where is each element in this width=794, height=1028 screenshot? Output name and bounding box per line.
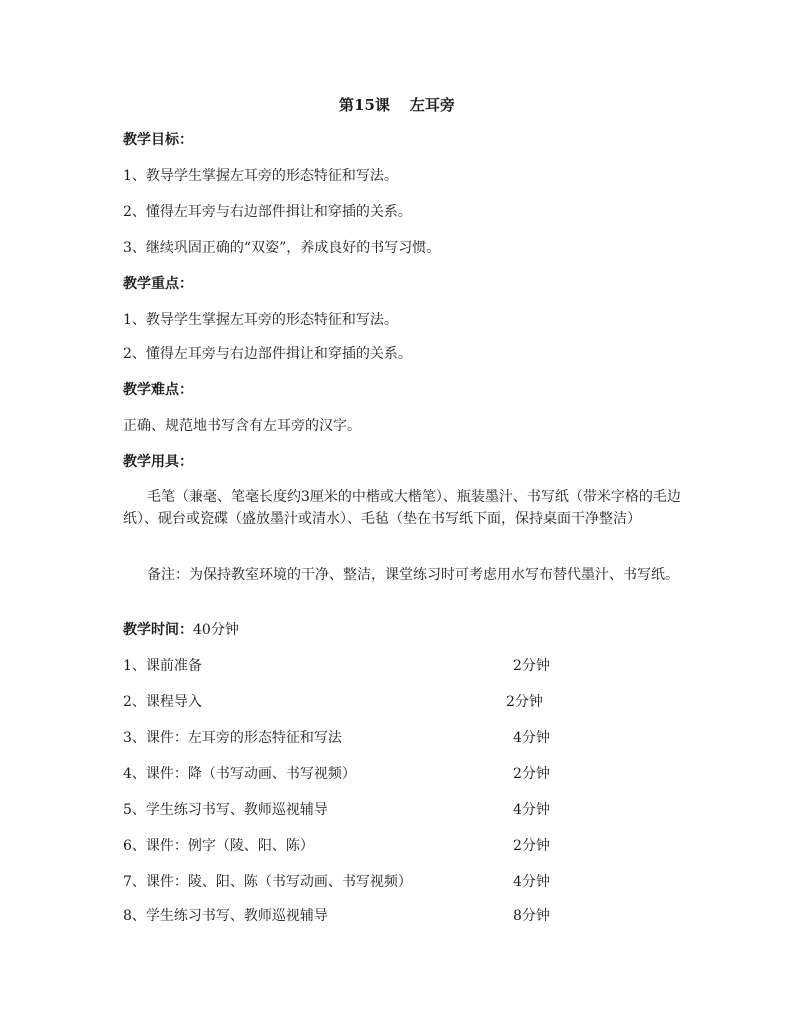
tools-note: 备注：为保持教室环境的干净、整洁，课堂练习时可考虑用水写布替代墨汁、书写纸。 [147,567,679,583]
goal-item-1: 1、教导学生掌握左耳旁的形态特征和写法。 [123,168,398,184]
schedule-row [123,906,603,926]
lesson-name: 左耳旁 [409,96,455,114]
schedule-row [123,836,603,856]
schedule-row [123,800,603,820]
schedule-item: 2、课程导入 [123,694,202,710]
schedule-duration: 8分钟 [513,908,550,924]
schedule-duration: 4分钟 [513,730,550,746]
schedule-item: 3、课件：左耳旁的形态特征和写法 [123,730,342,746]
schedule-row [123,872,603,892]
lesson-title [0,94,794,115]
schedule-item: 7、课件：陵、阳、陈（书写动画、书写视频） [123,874,412,890]
schedule-duration: 2分钟 [513,658,550,674]
tools-heading: 教学用具： [123,454,193,470]
schedule-item: 1、课前准备 [123,658,202,674]
tools-paragraph [123,486,703,530]
key-point-item-1: 1、教导学生掌握左耳旁的形态特征和写法。 [123,312,398,328]
schedule-item: 5、学生练习书写、教师巡视辅导 [123,802,328,818]
schedule-duration: 4分钟 [513,802,550,818]
difficulties-text: 正确、规范地书写含有左耳旁的汉字。 [123,418,361,434]
tools-text: 毛笔（兼毫、笔毫长度约3厘米的中楷或大楷笔）、瓶装墨汁、书写纸（带米字格的毛边纸）、砚台或瓷碟（盛放墨汁或清水）、毛毡（垫在书写纸下面，保持桌面干净整洁） [123,489,681,527]
schedule-row [123,656,603,676]
goals-heading: 教学目标： [123,132,193,148]
key-point-item-2: 2、懂得左耳旁与右边部件揖让和穿插的关系。 [123,346,412,362]
tools-note-paragraph [123,564,703,586]
schedule-item: 4、课件：降（书写动画、书写视频） [123,766,356,782]
time-heading: 教学时间： [123,622,193,638]
schedule-row [123,728,603,748]
time-line [123,620,239,640]
schedule-duration: 2分钟 [513,838,550,854]
schedule-duration: 2分钟 [513,766,550,782]
schedule-row [123,764,603,784]
schedule-row [123,692,603,712]
key-points-heading: 教学重点： [123,276,193,292]
goal-item-3: 3、继续巩固正确的“双姿”，养成良好的书写习惯。 [123,240,441,256]
goal-item-2: 2、懂得左耳旁与右边部件揖让和穿插的关系。 [123,204,412,220]
schedule-duration: 2分钟 [506,694,543,710]
lesson-number: 第15课 [339,96,390,114]
schedule-item: 6、课件：例字（陵、阳、陈） [123,838,314,854]
schedule-duration: 4分钟 [513,874,550,890]
time-total: 40分钟 [193,622,239,638]
schedule-item: 8、学生练习书写、教师巡视辅导 [123,908,328,924]
difficulties-heading: 教学难点： [123,382,193,398]
